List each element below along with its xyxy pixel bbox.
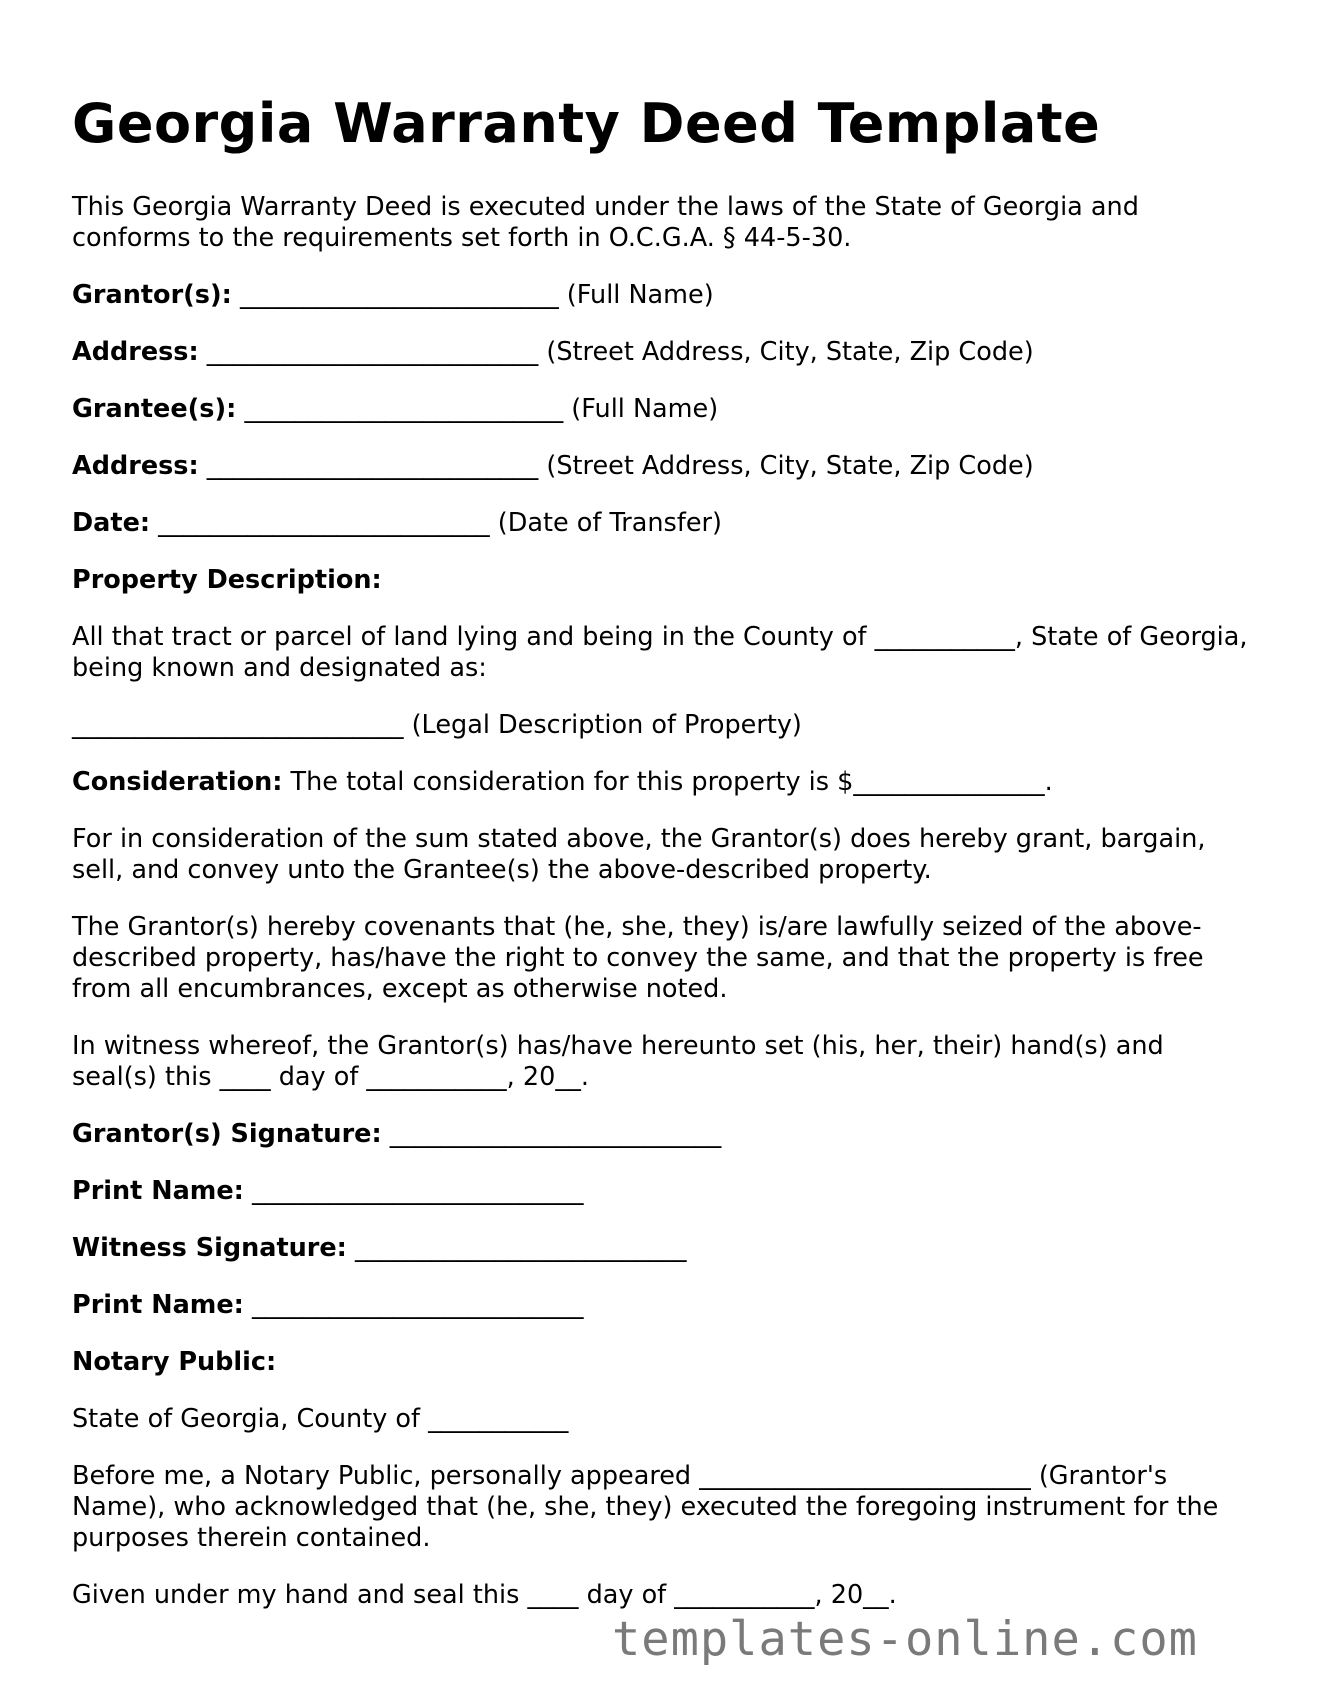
grantee-field [72,394,1252,425]
document [72,90,1252,1637]
field-label: Date: [72,508,151,538]
field-value: _________________________ (Full Name) [231,280,714,310]
notary-county-line: State of Georgia, County of ___________ [72,1404,569,1434]
signature-blank: __________________________ [243,1176,584,1206]
signature-label: Grantor(s) Signature: [72,1119,382,1149]
signature-label: Witness Signature: [72,1233,347,1263]
field-label: Address: [72,451,199,481]
signature-blank: __________________________ [346,1233,687,1263]
field-value: __________________________ (Date of Transfer) [150,508,722,538]
grantor-signature-line [72,1119,1252,1150]
witness-paragraph: In witness whereof, the Grantor(s) has/have hereunto set (his, her, their) hand(s) and seal(s) this ____ day of ___________, 20__. [72,1031,1164,1092]
field-label: Grantor(s): [72,280,232,310]
notary-given-line: Given under my hand and seal this ____ day of ___________, 20__. [72,1580,897,1610]
grantee-address-field [72,451,1252,482]
grantor-field [72,280,1252,311]
consideration-text: The total consideration for this property is $_______________. [282,767,1053,797]
signature-blank: __________________________ [243,1290,584,1320]
grantor-print-name-line [72,1176,1252,1207]
field-value: _________________________ (Full Name) [236,394,719,424]
consideration-label: Consideration: [72,767,283,797]
signature-label: Print Name: [72,1290,244,1320]
field-value: __________________________ (Street Address, City, State, Zip Code) [198,451,1034,481]
intro-paragraph: This Georgia Warranty Deed is executed under the laws of the State of Georgia and conforms to the requirements set forth in O.C.G.A. § 44-5-30. [72,192,1139,253]
field-label: Grantee(s): [72,394,237,424]
page-title: Georgia Warranty Deed Template [72,92,1101,155]
witness-signature-line [72,1233,1252,1264]
notary-appeared-paragraph: Before me, a Notary Public, personally appeared __________________________ (Grantor's Name), who acknowledged that (he, she, they) executed the foregoing instrument for the purposes therein contained. [72,1461,1219,1553]
field-value: __________________________ (Street Address, City, State, Zip Code) [198,337,1034,367]
field-label: Address: [72,337,199,367]
property-heading: Property Description: [72,565,382,595]
signature-label: Print Name: [72,1176,244,1206]
watermark: templates-online.com [612,1612,1198,1667]
grant-paragraph: For in consideration of the sum stated above, the Grantor(s) does hereby grant, bargain, sell, and convey unto the Grantee(s) the above-described property. [72,824,1206,885]
grantor-address-field [72,337,1252,368]
legal-description-line: __________________________ (Legal Description of Property) [72,710,802,740]
notary-heading: Notary Public: [72,1347,277,1377]
consideration-paragraph [72,767,1252,798]
signature-blank: __________________________ [381,1119,722,1149]
property-paragraph: All that tract or parcel of land lying and being in the County of ___________, State of Georgia, being known and designated as: [72,622,1248,683]
covenant-paragraph: The Grantor(s) hereby covenants that (he, she, they) is/are lawfully seized of the above-described property, has/have the right to convey the same, and that the property is free from all encumbrances, except as otherwise noted. [72,912,1204,1004]
witness-print-name-line [72,1290,1252,1321]
date-field [72,508,1252,539]
